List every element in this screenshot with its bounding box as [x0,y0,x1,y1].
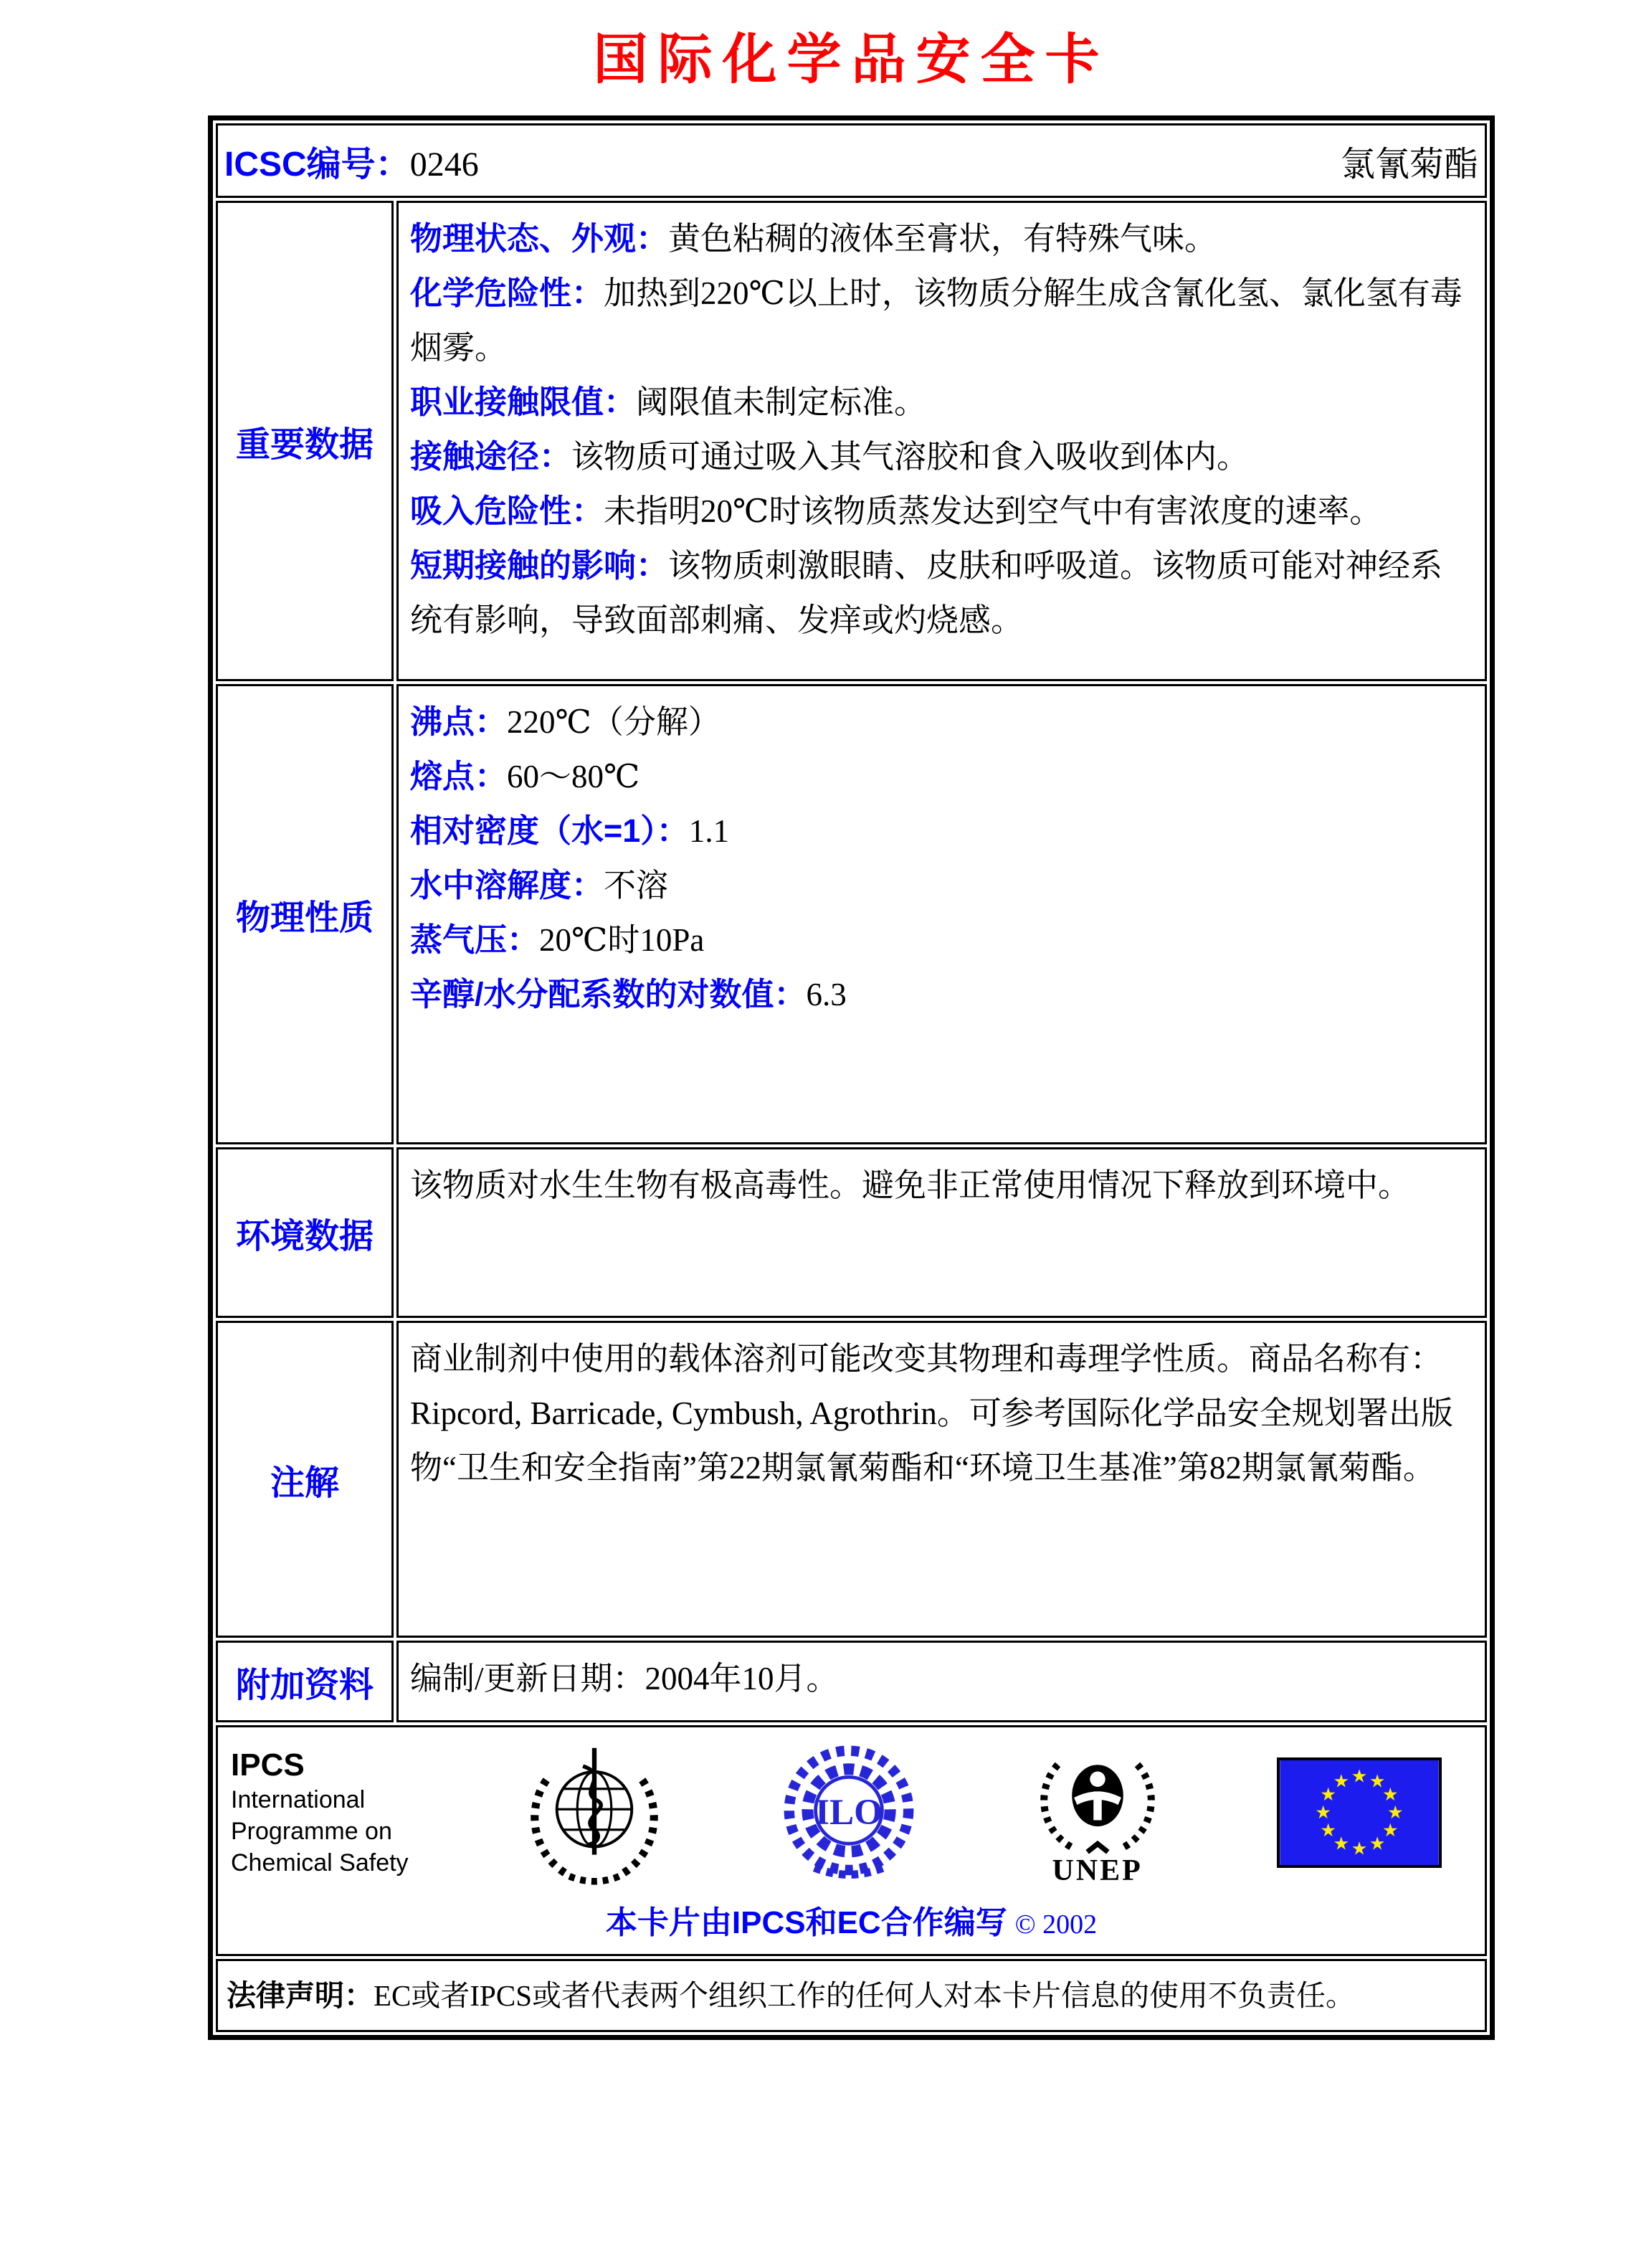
ilo-emblem-icon [780,1744,918,1882]
page-title: 国际化学品安全卡 [593,30,1110,90]
data-line-octanol-water [410,967,1473,1022]
eu-star-icon: ★ [1333,1833,1350,1854]
copyright-text: © 2002 [1014,1909,1098,1940]
important-data-row [216,201,1487,681]
eu-flag-icon [1277,1757,1442,1868]
eu-star-icon: ★ [1351,1838,1368,1859]
additional-info-content [396,1641,1487,1722]
icsc-number-value: 0246 [409,145,479,184]
ipcs-subtitle-line: Programme on [231,1818,392,1845]
data-line-occupational-limit [410,375,1473,430]
field-value: 不溶 [604,868,669,903]
eu-star-icon: ★ [1333,1770,1350,1792]
data-line-chemical-danger [410,266,1473,375]
section-label-notes: 注解 [216,1321,394,1638]
field-label: 沸点： [410,703,508,740]
environmental-data-text: 该物质对水生生物有极高毒性。避免非正常使用情况下释放到环境中。 [410,1167,1411,1203]
field-label: 化学危险性： [410,275,604,311]
eu-star-icon: ★ [1369,1770,1386,1792]
eu-star-icon: ★ [1387,1801,1404,1823]
data-line-exposure-routes [410,430,1473,484]
field-label: 接触途径： [410,438,572,475]
icsc-number-label: ICSC编号： [224,145,410,184]
field-label: 辛醇/水分配系数的对数值： [410,976,807,1012]
eu-star-icon: ★ [1320,1783,1336,1805]
unep-emblem-icon [1036,1738,1159,1857]
field-label: 吸入危险性： [410,493,604,529]
data-line-relative-density [410,804,1473,858]
field-label: 物理状态、外观： [410,220,669,257]
section-label-additional-info: 附加资料 [216,1641,394,1722]
field-label: 水中溶解度： [410,867,604,903]
ipcs-subtitle-line: International [231,1786,366,1813]
section-label-environmental-data: 环境数据 [216,1147,394,1318]
field-value: 1.1 [688,813,730,849]
who-emblem-icon [526,1739,662,1887]
chemical-name: 氯氰菊酯 [1340,145,1478,184]
legal-row [216,1959,1487,2032]
notes-content [396,1321,1487,1638]
field-value: 60～80℃ [507,759,640,794]
legal-text: EC或者IPCS或者代表两个组织工作的任何人对本卡片信息的使用不负责任。 [374,1979,1355,2012]
eu-star-icon: ★ [1320,1820,1336,1841]
ipcs-subtitle-line: Chemical Safety [231,1849,409,1876]
field-label: 短期接触的影响： [410,547,669,584]
field-value: 黄色粘稠的液体至膏状，有特殊气味。 [668,221,1217,257]
eu-star-icon: ★ [1351,1765,1368,1787]
data-line-water-solubility [410,858,1473,913]
legal-label: 法律声明： [227,1979,374,2012]
notes-row [216,1321,1487,1638]
data-line-short-term-effects [410,538,1473,647]
field-value: 该物质刺激眼睛、皮肤和呼吸道。该物质可能对神经系统有影响，导致面部刺痛、发痒或灼烧感。 [410,548,1443,638]
notes-text: 商业制剂中使用的载体溶剂可能改变其物理和毒理学性质。商品名称有：Ripcord, Barricade, Cymbush, Agrothrin。可参考国际化学品安全规划署出版物“卫生和安全指南”第22期氯氰菊酯和“环境卫生基准”第82期氯氰菊酯。 [410,1341,1453,1486]
important-data-content [396,201,1487,681]
unep-block [1036,1738,1159,1888]
field-label: 熔点： [410,758,508,794]
eu-star-icon: ★ [1369,1833,1386,1854]
field-value: 220℃（分解） [507,704,721,740]
logos-row [216,1725,1487,1956]
ipcs-block [231,1747,409,1879]
icsc-table [208,115,1495,2040]
additional-info-row [216,1641,1487,1722]
data-line-inhalation-risk [410,484,1473,538]
field-value: 20℃时10Pa [539,922,705,958]
environmental-data-content [396,1147,1487,1318]
field-value: 未指明20℃时该物质蒸发达到空气中有害浓度的速率。 [604,493,1382,529]
physical-properties-row [216,684,1487,1144]
eu-star-icon: ★ [1382,1820,1399,1841]
section-label-important-data: 重要数据 [216,201,394,681]
credit-line [218,1897,1485,1942]
field-value: 阈限值未制定标准。 [636,384,927,420]
eu-star-icon: ★ [1315,1801,1331,1823]
ipcs-title: IPCS [231,1747,305,1783]
section-label-physical-properties: 物理性质 [216,684,394,1144]
header-cell [216,123,1487,198]
physical-properties-content [396,684,1487,1144]
unep-label: UNEP [1052,1854,1143,1887]
ilo-emblem-text: ILO [815,1792,883,1833]
field-value: 该物质可通过吸入其气溶胶和食入吸收到体内。 [571,439,1250,475]
field-label: 蒸气压： [410,921,540,958]
field-label: 职业接触限值： [410,384,637,420]
data-line-boiling-point [410,695,1473,749]
additional-info-text: 编制/更新日期：2004年10月。 [410,1661,839,1697]
data-line-physical-state [410,212,1473,266]
eu-star-icon: ★ [1382,1783,1399,1805]
credit-text: 本卡片由IPCS和EC合作编写 [605,1905,1007,1940]
environmental-data-row [216,1147,1487,1318]
icsc-number-group [224,136,479,186]
data-line-vapor-pressure [410,913,1473,967]
header-row [216,123,1487,198]
data-line-melting-point [410,749,1473,804]
legal-cell [216,1959,1487,2032]
logos-cell [216,1725,1487,1956]
field-value: 6.3 [806,977,847,1012]
field-value: 加热到220℃以上时，该物质分解生成含氰化氢、氯化氢有毒烟雾。 [410,275,1463,366]
field-label: 相对密度（水=1）： [410,812,689,849]
